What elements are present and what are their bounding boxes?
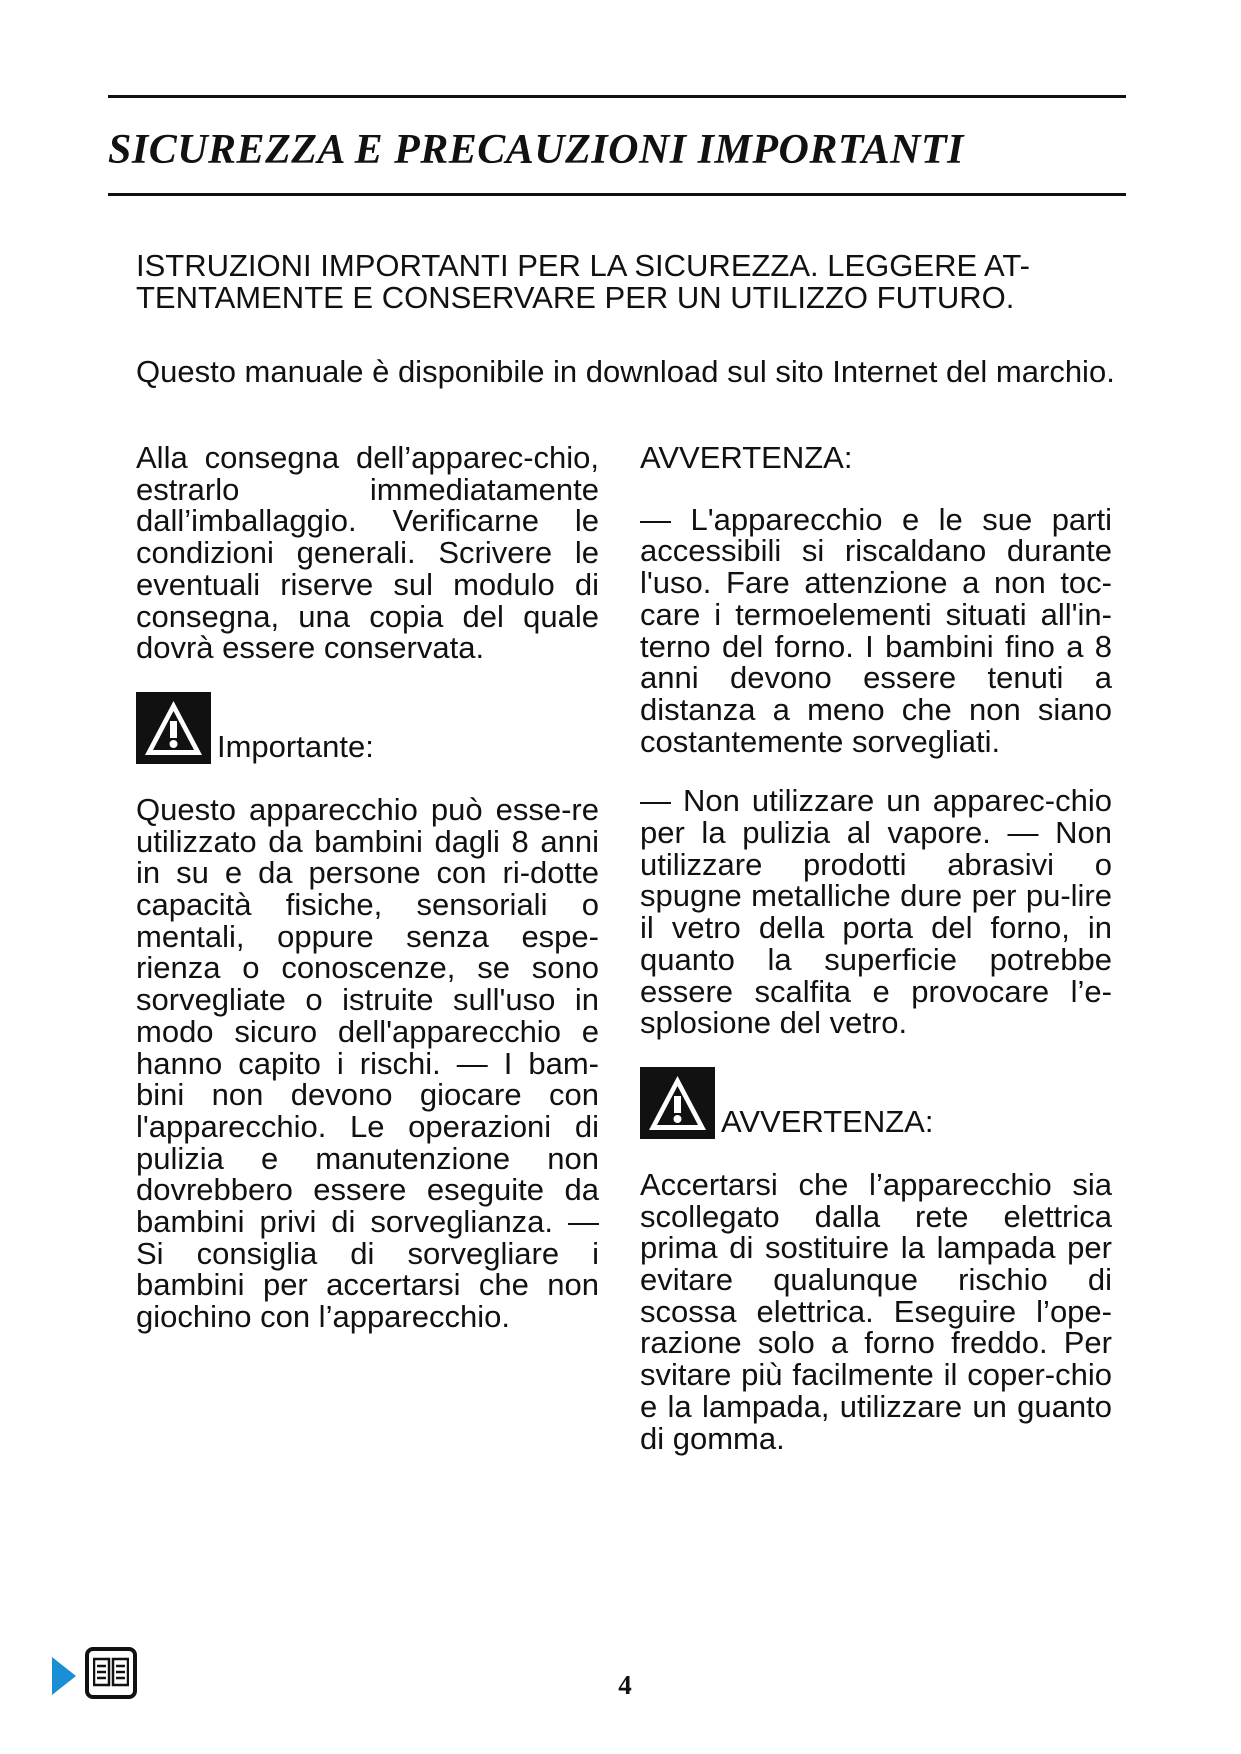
important-label: Importante: <box>217 728 374 764</box>
safety-heading-line-2: TENTAMENTE E CONSERVARE PER UN UTILIZZO FUTURO. <box>136 280 1015 315</box>
page-number: 4 <box>618 1670 632 1700</box>
delivery-paragraph: Alla consegna dell’apparec-chio, estrarlo immediatamente dall’imballaggio. Verificarne le condizioni generali. Scrivere le eventuali riserve sul modulo di consegna, una copia del quale dovrà essere conservata. <box>136 440 599 666</box>
lamp-paragraph: Accertarsi che l’apparecchio sia scollegato dalla rete elettrica prima di sostituire la lampada per evitare qualunque rischio di scossa elettrica. Eseguire l’ope-razione solo a forno freddo. Per svitare più facilmente il coper-chio e la lampada, utilizzare un guanto di gomma. <box>640 1166 1112 1456</box>
safety-heading <box>136 250 1116 314</box>
warning-heading: AVVERTENZA: <box>640 440 853 475</box>
children-paragraph: Questo apparecchio può esse-re utilizzato da bambini dagli 8 anni in su e da persone con ri-dotte capacità fisiche, sensoriali o mentali, oppure senza espe-rienza o conoscenze, se sono sorvegliate o istruite sull'uso in modo sicuro dell'apparecchio e hanno capito i rischi. — I bam-bini non devono giocare con l'apparecchio. Le operazioni di pulizia e manutenzione non dovrebbero essere eseguite da bambini privi di sorveglianza. — Si consiglia di sorvegliare i bambini per accertarsi che non giochino con l’apparecchio. <box>136 791 599 1335</box>
warning-triangle-icon <box>640 1067 715 1139</box>
hot-parts-paragraph: — L'apparecchio e le sue parti accessibili si riscaldano durante l'uso. Fare attenzione a non toc-care i termoelementi situati all'in-terno del forno. I bambini fino a 8 anni devono essere tenuti a distanza a meno che non siano costantemente sorvegliati. <box>640 501 1112 759</box>
download-note: Questo manuale è disponibile in download sul sito Internet del marchio. <box>136 354 1115 389</box>
left-column <box>136 442 599 1333</box>
bottom-rule <box>108 193 1126 196</box>
important-notice <box>136 692 599 764</box>
page-title: SICUREZZA E PRECAUZIONI IMPORTANTI <box>108 127 965 173</box>
safety-heading-line-1: ISTRUZIONI IMPORTANTI PER LA SICUREZZA. LEGGERE AT- <box>136 248 1030 283</box>
warning-label: AVVERTENZA: <box>721 1103 934 1139</box>
right-column <box>640 442 1112 1454</box>
top-rule <box>108 95 1126 98</box>
warning-triangle-icon <box>136 692 211 764</box>
cleaning-paragraph: — Non utilizzare un apparec-chio per la pulizia al vapore. — Non utilizzare prodotti abrasivi o spugne metalliche dure per pu-lire il vetro della porta del forno, in quanto la superficie potrebbe essere scalfita e provocare l’e-splosione del vetro. <box>640 783 1112 1041</box>
play-arrow-icon[interactable] <box>52 1657 76 1695</box>
lamp-warning-notice <box>640 1067 1112 1139</box>
book-icon[interactable] <box>85 1647 137 1699</box>
